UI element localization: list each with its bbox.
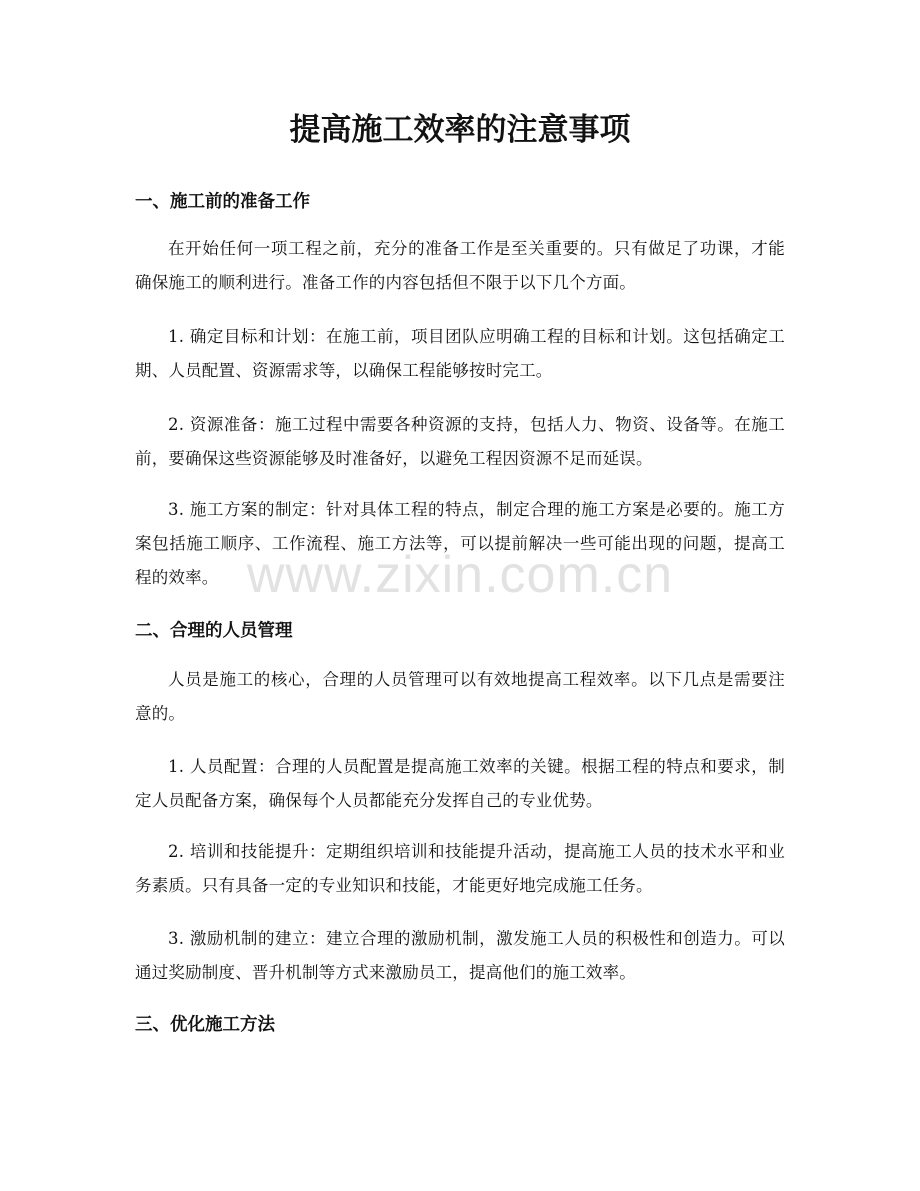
- paragraph: 3. 施工方案的制定：针对具体工程的特点，制定合理的施工方案是必要的。施工方案包括施工顺序、工作流程、施工方法等，可以提前解决一些可能出现的问题，提高工程的效率。: [135, 500, 785, 587]
- watermark: www.zixin.com.cn: [246, 546, 674, 604]
- section-heading: 一、施工前的准备工作: [135, 192, 310, 212]
- paragraph: 人员是施工的核心，合理的人员管理可以有效地提高工程效率。以下几点是需要注意的。: [135, 670, 785, 723]
- paragraph: 2. 培训和技能提升：定期组织培训和技能提升活动，提高施工人员的技术水平和业务素质。只有具备一定的专业知识和技能，才能更好地完成施工任务。: [135, 842, 785, 895]
- paragraph: 3. 激励机制的建立：建立合理的激励机制，激发施工人员的积极性和创造力。可以通过奖励制度、晋升机制等方式来激励员工，提高他们的施工效率。: [135, 929, 785, 982]
- section-heading: 三、优化施工方法: [135, 1015, 275, 1035]
- paragraph: 2. 资源准备：施工过程中需要各种资源的支持，包括人力、物资、设备等。在施工前，要确保这些资源能够及时准备好，以避免工程因资源不足而延误。: [135, 415, 785, 468]
- section-heading: 二、合理的人员管理: [135, 621, 293, 641]
- paragraph: 在开始任何一项工程之前，充分的准备工作是至关重要的。只有做足了功课，才能确保施工的顺利进行。准备工作的内容包括但不限于以下几个方面。: [135, 239, 785, 292]
- paragraph: 1. 人员配置：合理的人员配置是提高施工效率的关键。根据工程的特点和要求，制定人员配备方案，确保每个人员都能充分发挥自己的专业优势。: [135, 757, 785, 810]
- paragraph: 1. 确定目标和计划：在施工前，项目团队应明确工程的目标和计划。这包括确定工期、人员配置、资源需求等，以确保工程能够按时完工。: [135, 327, 785, 380]
- document-title: 提高施工效率的注意事项: [289, 112, 631, 148]
